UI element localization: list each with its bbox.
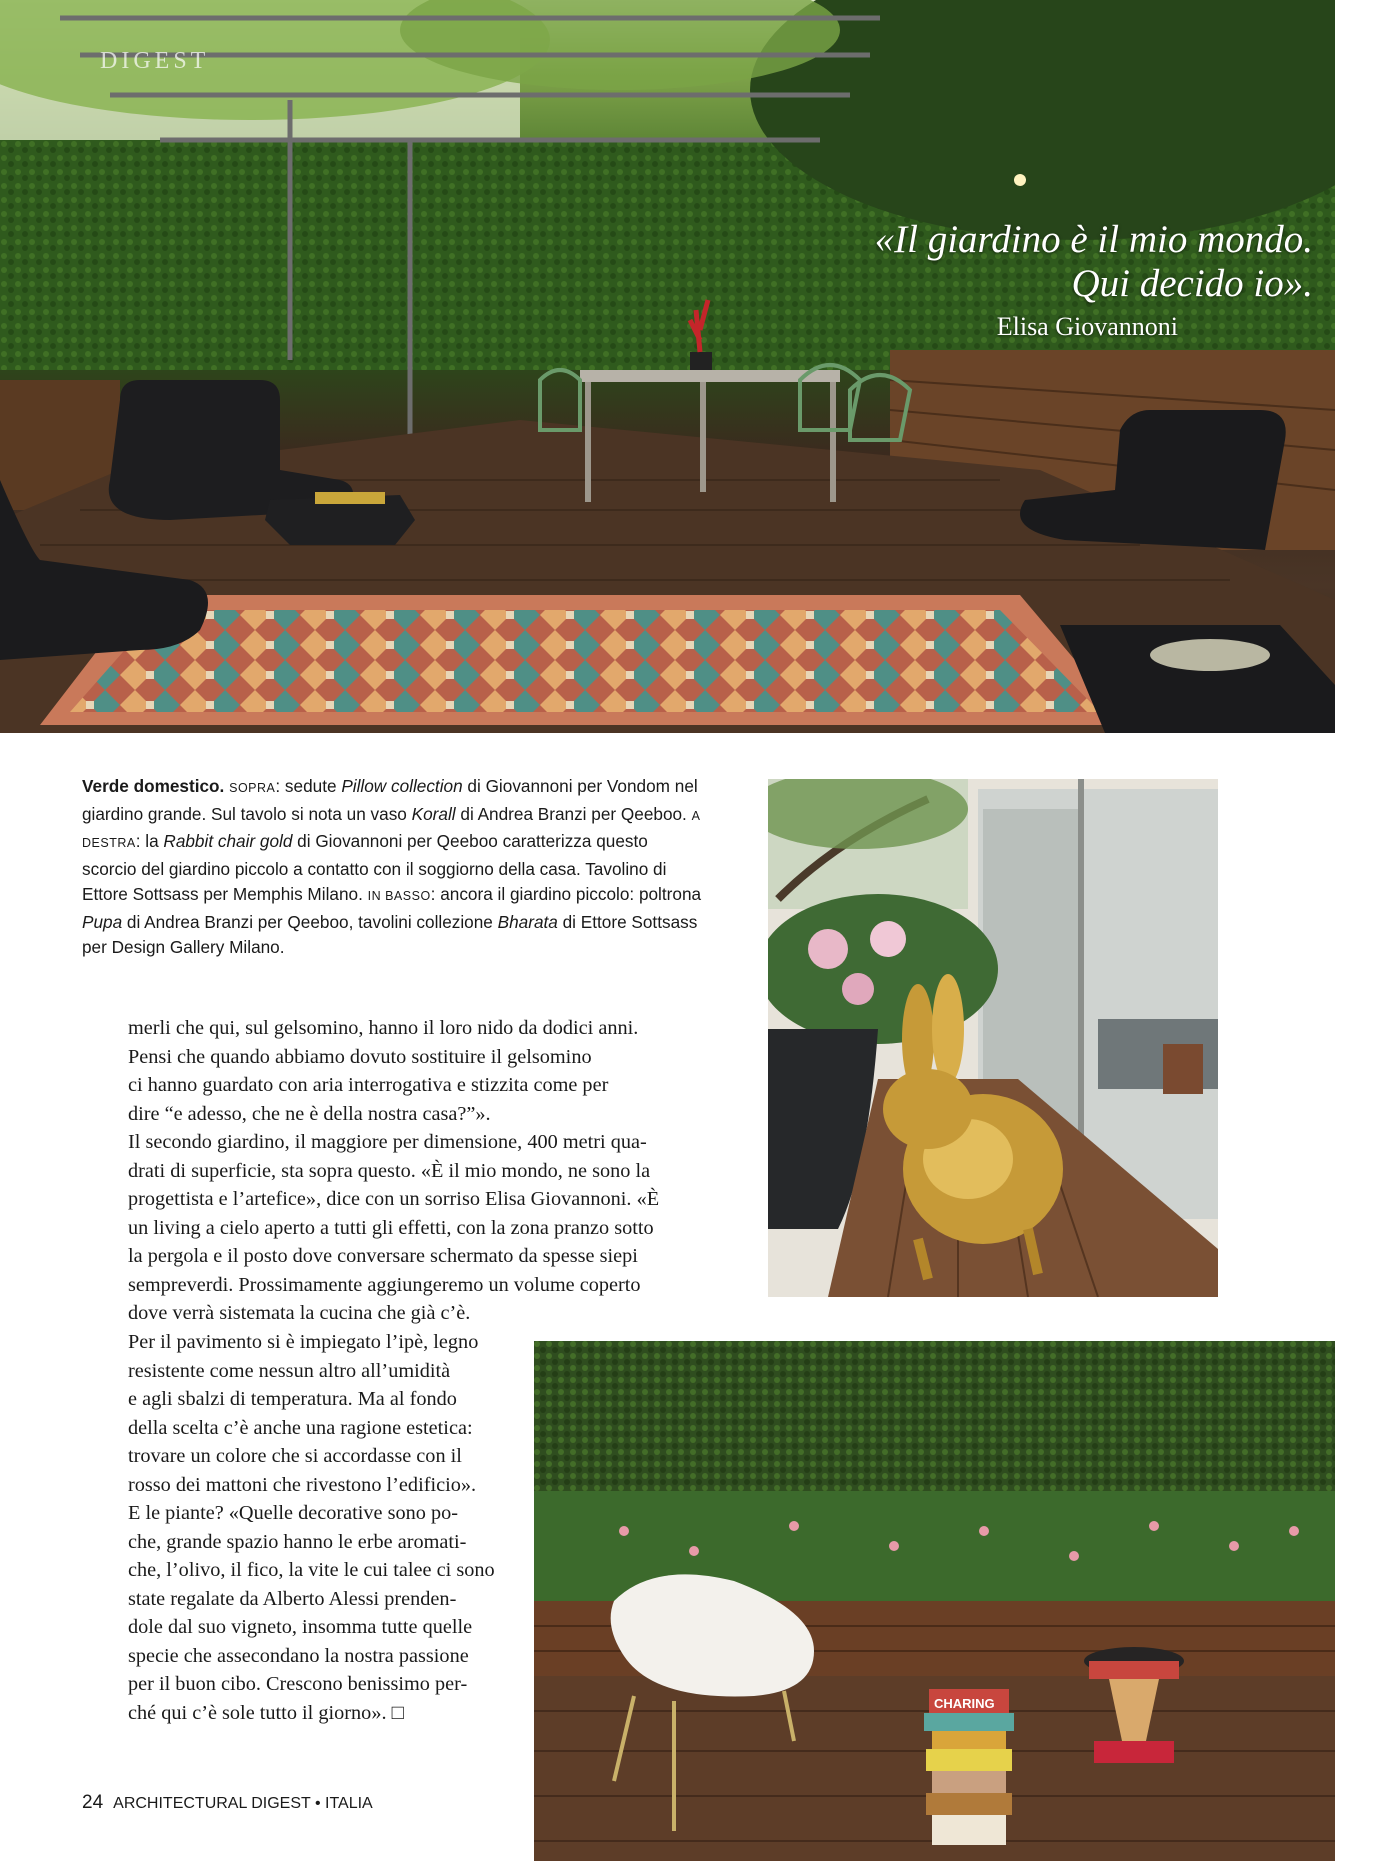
body-line: e agli sbalzi di temperatura. Ma al fondo xyxy=(128,1388,457,1410)
article-body-wide xyxy=(128,1014,688,1328)
body-line: la pergola e il posto dove conversare schermato da spesse siepi xyxy=(128,1245,638,1267)
caption-text: di Giovannoni per Qeeboo caratterizza questo scorcio del giardino piccolo a contatto con il soggiorno della casa. Tavolino di Ettore Sottsass per Memphis Milano. xyxy=(82,831,667,904)
small-garden-photo xyxy=(534,1341,1335,1861)
body-line: che, grande spazio hanno le erbe aromati- xyxy=(128,1530,467,1553)
body-line: per il buon cibo. Crescono benissimo per- xyxy=(128,1673,468,1695)
body-line: ci hanno guardato con aria interrogativa e stizzita come per xyxy=(128,1074,609,1096)
page-number: 24 xyxy=(82,1792,104,1813)
book-title-text: CHARING xyxy=(934,1696,995,1711)
caption-label-below: IN BASSO xyxy=(367,889,431,903)
rabbit-illustration xyxy=(768,779,1218,1297)
body-line: Per il pavimento si è impiegato l’ipè, legno xyxy=(128,1331,479,1353)
body-line: E le piante? «Quelle decorative sono po- xyxy=(128,1502,459,1524)
article-body-narrow xyxy=(128,1328,528,1727)
pull-quote-line2: Qui decido io». xyxy=(1071,262,1313,305)
body-line: resistente come nessun altro all’umidità xyxy=(128,1359,451,1382)
body-line: specie che assecondano la nostra passione xyxy=(128,1644,469,1667)
caption-italic: Pupa xyxy=(82,911,123,932)
pull-quote-line1: «Il giardino è il mio mondo. xyxy=(874,218,1313,261)
caption-italic: Korall xyxy=(411,803,456,824)
photo-caption xyxy=(82,774,702,961)
hero-photo xyxy=(0,0,1335,733)
body-line: della scelta c’è anche una ragione estetica: xyxy=(128,1416,473,1439)
rabbit-chair-photo xyxy=(768,779,1218,1297)
body-line: state regalate da Alberto Alessi prenden- xyxy=(128,1587,457,1610)
brand-watermark: DIGEST xyxy=(100,48,210,74)
body-line: Il secondo giardino, il maggiore per dimensione, 400 metri qua- xyxy=(128,1131,647,1153)
caption-text: : ancora il giardino piccolo: poltrona xyxy=(430,884,702,904)
body-line: drati di superficie, sta sopra questo. «È il mio mondo, ne sono la xyxy=(128,1159,651,1182)
magazine-name: ARCHITECTURAL DIGEST • ITALIA xyxy=(113,1795,373,1812)
pull-quote-author: Elisa Giovannoni xyxy=(996,312,1178,341)
body-line: merli che qui, sul gelsomino, hanno il loro nido da dodici anni. xyxy=(128,1017,639,1039)
small-garden-illustration xyxy=(534,1341,1335,1861)
caption-text: : la xyxy=(135,831,164,851)
caption-text: : sedute xyxy=(275,776,342,796)
body-line: rosso dei mattoni che rivestono l’edificio». xyxy=(128,1473,477,1496)
body-line: Pensi che quando abbiamo dovuto sostituire il gelsomino xyxy=(128,1045,592,1068)
body-line: dove verrà sistemata la cucina che già c’è. xyxy=(128,1302,471,1324)
body-line: dole dal suo vigneto, insomma tutte quelle xyxy=(128,1616,473,1638)
caption-text: di Andrea Branzi per Qeeboo, tavolini collezione xyxy=(122,911,498,932)
caption-italic: Rabbit chair gold xyxy=(163,831,293,851)
caption-text: di Andrea Branzi per Qeeboo. xyxy=(455,803,692,824)
caption-italic: Pillow collection xyxy=(341,776,463,796)
caption-title: Verde domestico. xyxy=(82,776,225,796)
page-footer xyxy=(82,1792,373,1814)
body-line: progettista e l’artefice», dice con un sorriso Elisa Giovannoni. «È xyxy=(128,1188,660,1210)
body-line: trovare un colore che si accordasse con il xyxy=(128,1445,462,1467)
body-line: dire “e adesso, che ne è della nostra casa?”». xyxy=(128,1102,491,1125)
caption-text: di Giovannoni per Vondom nel giardino grande. Sul tavolo si nota un vaso xyxy=(82,776,698,824)
caption-italic: Bharata xyxy=(497,911,558,932)
body-line: sempreverdi. Prossimamente aggiungeremo un volume coperto xyxy=(128,1273,641,1296)
caption-label-right: A DESTRA xyxy=(82,808,700,850)
pull-quote xyxy=(793,218,1313,306)
body-line: che, l’olivo, il fico, la vite le cui talee ci sono xyxy=(128,1559,495,1581)
body-line: ché qui c’è sole tutto il giorno». □ xyxy=(128,1701,404,1724)
body-line: un living a cielo aperto a tutti gli effetti, con la zona pranzo sotto xyxy=(128,1216,654,1239)
caption-label-above: SOPRA xyxy=(229,781,276,795)
caption-text: di Ettore Sottsass per Design Gallery Milano. xyxy=(82,911,698,957)
terrace-illustration xyxy=(0,0,1335,733)
